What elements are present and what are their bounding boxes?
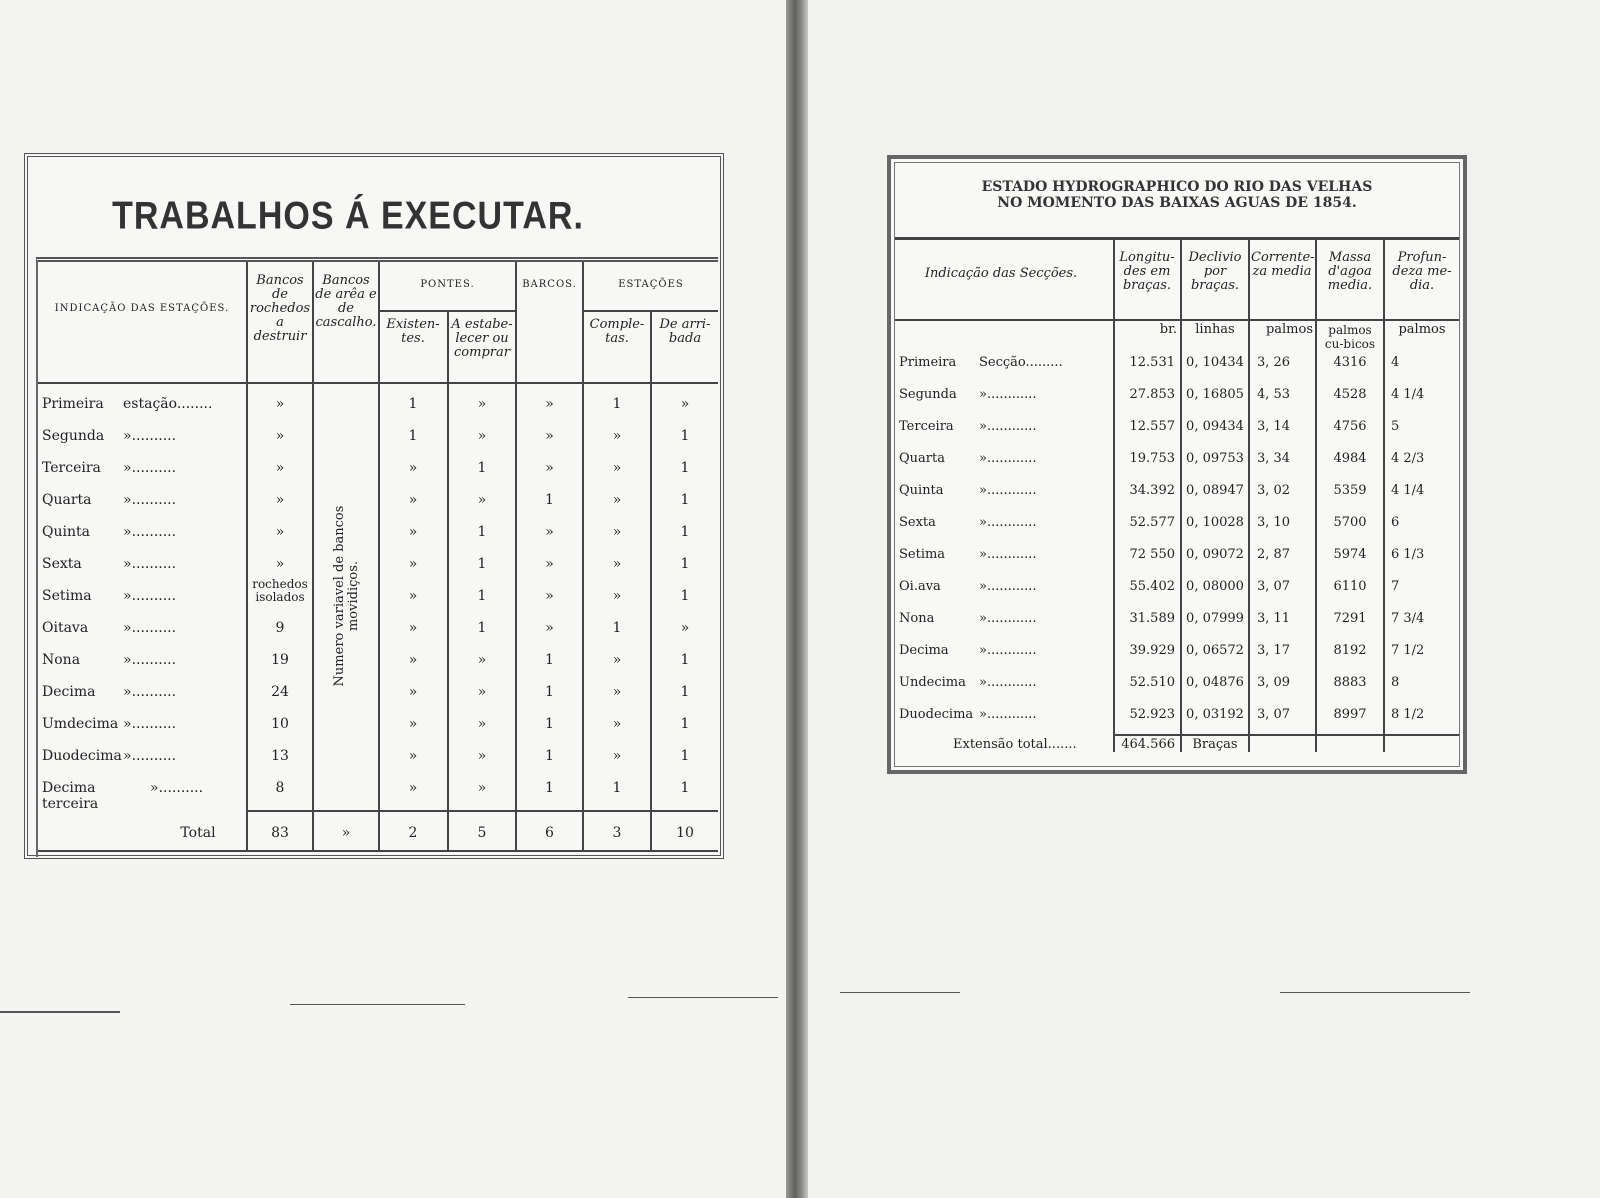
hydro-table-title: ESTADO HYDROGRAPHICO DO RIO DAS VELHAS NO MOMENTO DAS BAIXAS AGUAS DE 1854. — [981, 179, 1373, 211]
section-name: Terceira — [899, 419, 954, 434]
section-longitude: 52.510 — [1129, 675, 1175, 690]
station-barcos: » — [545, 524, 554, 540]
hydro-header-massa: Massa d'agoa media. — [1327, 250, 1373, 293]
station-arribada: » — [680, 396, 690, 412]
header-indicacao: INDICAÇÃO DAS ESTAÇÕES. — [54, 303, 230, 314]
section-name: Undecima — [899, 675, 966, 690]
section-declivio: 0, 09072 — [1186, 547, 1244, 562]
section-longitude: 12.531 — [1129, 355, 1175, 370]
station-estabelecer: 1 — [477, 460, 487, 476]
section-name: Decima — [899, 643, 949, 658]
station-name: Duodecima — [42, 748, 122, 764]
station-name: Segunda — [42, 428, 105, 444]
station-barcos: 1 — [545, 748, 554, 764]
book-spine — [786, 0, 808, 1198]
section-corrente: 4, 53 — [1257, 387, 1291, 402]
section-row — [891, 699, 1463, 732]
station-existentes: » — [408, 716, 418, 732]
section-corrente: 3, 17 — [1257, 643, 1291, 658]
section-dots: »............ — [979, 707, 1037, 722]
station-dots: ».......... — [123, 588, 177, 604]
section-longitude: 27.853 — [1129, 387, 1175, 402]
section-declivio: 0, 07999 — [1186, 611, 1244, 626]
station-arribada: 1 — [680, 748, 690, 764]
station-arribada: 1 — [680, 524, 690, 540]
bottom-rule-right-2 — [840, 992, 960, 993]
bottom-rule-left-2 — [290, 1004, 465, 1005]
hydro-header-corrente: Corrente-za media — [1251, 250, 1315, 279]
total-row — [38, 817, 718, 849]
section-dots: Secção......... — [979, 355, 1063, 370]
section-corrente: 3, 02 — [1257, 483, 1291, 498]
section-profundeza: 6 — [1391, 515, 1400, 530]
station-barcos: » — [545, 396, 554, 412]
station-rochedos: 19 — [271, 652, 289, 668]
station-dots: ».......... — [123, 716, 177, 732]
hydro-total-unit: Braças — [1192, 737, 1238, 752]
station-rochedos: 13 — [271, 748, 289, 764]
hydro-header-rule — [895, 319, 1459, 321]
station-rochedos: 10 — [271, 716, 289, 732]
station-barcos: 1 — [545, 780, 554, 796]
works-table-title: TRABALHOS Á EXECUTAR. — [112, 194, 584, 238]
section-longitude: 19.753 — [1129, 451, 1175, 466]
section-profundeza: 8 1/2 — [1391, 707, 1425, 722]
station-barcos: » — [545, 460, 554, 476]
section-profundeza: 8 — [1391, 675, 1400, 690]
section-massa: 8997 — [1333, 707, 1367, 722]
bottom-rule-left — [0, 1011, 120, 1013]
hydro-total-label: Extensão total....... — [953, 737, 1077, 752]
station-barcos: 1 — [545, 716, 554, 732]
station-existentes: » — [408, 780, 418, 796]
station-arribada: 1 — [680, 588, 690, 604]
section-dots: »............ — [979, 387, 1037, 402]
station-barcos: 1 — [545, 492, 554, 508]
station-existentes: 1 — [408, 428, 418, 444]
section-corrente: 2, 87 — [1257, 547, 1291, 562]
station-completas: 1 — [612, 396, 622, 412]
station-arribada: 1 — [680, 780, 690, 796]
section-declivio: 0, 16805 — [1186, 387, 1244, 402]
unit-profundeza: palmos — [1398, 322, 1446, 337]
section-longitude: 52.577 — [1129, 515, 1175, 530]
section-profundeza: 7 — [1391, 579, 1400, 594]
section-massa: 5700 — [1333, 515, 1367, 530]
station-row — [38, 708, 718, 740]
station-dots: ».......... — [123, 556, 177, 572]
station-existentes: » — [408, 460, 418, 476]
station-name: Umdecima — [42, 716, 119, 732]
header-estabelecer: A estabe-lecer ou comprar — [451, 317, 513, 360]
section-declivio: 0, 10434 — [1186, 355, 1244, 370]
unit-corrente: palmos — [1265, 322, 1313, 337]
section-massa: 6110 — [1333, 579, 1367, 594]
section-dots: »............ — [979, 547, 1037, 562]
station-name: Oitava — [42, 620, 89, 636]
station-estabelecer: » — [477, 716, 487, 732]
station-rochedos: 8 — [275, 780, 285, 796]
section-row — [891, 443, 1463, 476]
station-completas: 1 — [612, 780, 622, 796]
station-completas: » — [612, 588, 622, 604]
header-bottom-rule — [38, 382, 718, 384]
station-dots: ».......... — [123, 524, 177, 540]
section-name: Primeira — [899, 355, 957, 370]
section-profundeza: 7 1/2 — [1391, 643, 1425, 658]
header-pontes: PONTES. — [420, 279, 475, 290]
station-arribada: 1 — [680, 652, 690, 668]
station-estabelecer: » — [477, 492, 487, 508]
station-completas: 1 — [612, 620, 622, 636]
hydro-header-profundeza: Profun-deza me-dia. — [1392, 250, 1452, 293]
section-profundeza: 5 — [1391, 419, 1400, 434]
station-completas: » — [612, 556, 622, 572]
section-name: Setima — [899, 547, 946, 562]
station-name: Primeira — [42, 396, 104, 412]
section-row — [891, 635, 1463, 668]
station-existentes: » — [408, 684, 418, 700]
station-completas: » — [612, 684, 622, 700]
section-row — [891, 603, 1463, 636]
station-estabelecer: 1 — [477, 524, 487, 540]
station-completas: » — [612, 748, 622, 764]
station-row — [38, 740, 718, 772]
section-name: Segunda — [899, 387, 957, 402]
section-row — [891, 507, 1463, 540]
section-massa: 7291 — [1333, 611, 1367, 626]
header-arribada: De arri-bada — [659, 317, 711, 346]
station-name: Quinta — [42, 524, 90, 540]
station-barcos: » — [545, 588, 554, 604]
section-longitude: 34.392 — [1129, 483, 1175, 498]
station-completas: » — [612, 492, 622, 508]
section-declivio: 0, 08000 — [1186, 579, 1244, 594]
section-massa: 4528 — [1333, 387, 1367, 402]
station-existentes: » — [408, 492, 418, 508]
station-row — [38, 772, 718, 812]
section-name: Oi.ava — [899, 579, 941, 594]
section-name: Duodecima — [899, 707, 974, 722]
station-arribada: 1 — [680, 556, 690, 572]
station-barcos: 1 — [545, 684, 554, 700]
unit-massa: palmos cu-bicos — [1324, 323, 1376, 351]
station-row — [38, 516, 718, 548]
section-declivio: 0, 08947 — [1186, 483, 1244, 498]
header-completas: Comple-tas. — [589, 317, 645, 346]
station-rochedos: » — [275, 524, 285, 540]
section-massa: 4316 — [1333, 355, 1367, 370]
station-arribada: 1 — [680, 716, 690, 732]
station-completas: » — [612, 428, 622, 444]
section-name: Quinta — [899, 483, 944, 498]
total-existentes: 2 — [408, 825, 418, 841]
total-rochedos: 83 — [271, 825, 289, 841]
station-row — [38, 577, 718, 612]
station-estabelecer: » — [477, 748, 487, 764]
station-arribada: » — [680, 620, 690, 636]
group-header-rule — [582, 310, 718, 312]
section-profundeza: 6 1/3 — [1391, 547, 1425, 562]
section-corrente: 3, 26 — [1257, 355, 1291, 370]
station-rochedos: » — [275, 396, 285, 412]
header-existentes: Existen-tes. — [386, 317, 440, 346]
section-massa: 5974 — [1333, 547, 1367, 562]
section-dots: »............ — [979, 419, 1037, 434]
station-barcos: » — [545, 556, 554, 572]
station-name: Terceira — [42, 460, 101, 476]
station-name: Decima — [42, 684, 96, 700]
section-longitude: 55.402 — [1129, 579, 1175, 594]
station-row — [38, 644, 718, 676]
station-existentes: » — [408, 652, 418, 668]
hydro-header-indicacao: Indicação das Secções. — [924, 266, 1078, 281]
station-completas: » — [612, 716, 622, 732]
station-existentes: » — [408, 748, 418, 764]
station-existentes: » — [408, 524, 418, 540]
section-row — [891, 475, 1463, 508]
station-dots: estação........ — [123, 396, 213, 412]
works-table-body — [36, 257, 718, 857]
station-row — [38, 484, 718, 516]
station-arribada: 1 — [680, 684, 690, 700]
station-completas: » — [612, 460, 622, 476]
total-arribada: 10 — [676, 825, 694, 841]
section-profundeza: 4 1/4 — [1391, 387, 1425, 402]
station-rochedos: 24 — [271, 684, 289, 700]
total-completas: 3 — [612, 825, 622, 841]
section-row — [891, 667, 1463, 700]
section-profundeza: 4 — [1391, 355, 1400, 370]
section-dots: »............ — [979, 675, 1037, 690]
section-declivio: 0, 09753 — [1186, 451, 1244, 466]
bottom-rule-right-3 — [1280, 992, 1470, 993]
station-rochedos: » — [275, 428, 285, 444]
total-label: Total — [180, 825, 216, 841]
station-estabelecer: » — [477, 684, 487, 700]
section-dots: »............ — [979, 515, 1037, 530]
station-row — [38, 548, 718, 580]
station-name: Nona — [42, 652, 81, 668]
station-dots: ».......... — [150, 780, 204, 796]
station-rochedos: rochedos isolados — [252, 577, 308, 604]
section-dots: »............ — [979, 451, 1037, 466]
section-longitude: 52.923 — [1129, 707, 1175, 722]
station-existentes: 1 — [408, 396, 418, 412]
station-dots: ».......... — [123, 652, 177, 668]
section-profundeza: 4 1/4 — [1391, 483, 1425, 498]
section-longitude: 31.589 — [1129, 611, 1175, 626]
section-dots: »............ — [979, 483, 1037, 498]
station-completas: » — [612, 652, 622, 668]
station-dots: ».......... — [123, 428, 177, 444]
section-longitude: 39.929 — [1129, 643, 1175, 658]
station-estabelecer: » — [477, 652, 487, 668]
station-dots: ».......... — [123, 492, 177, 508]
station-name: Setima — [42, 588, 92, 604]
section-massa: 4984 — [1333, 451, 1367, 466]
section-row — [891, 539, 1463, 572]
section-massa: 4756 — [1333, 419, 1367, 434]
works-table — [24, 153, 724, 859]
station-name: Decima terceira — [42, 780, 99, 812]
unit-longitudes: br. — [1159, 322, 1177, 337]
vertical-note: Numero variavel de bancos movidiços. — [332, 505, 361, 687]
station-row — [38, 612, 718, 644]
group-header-rule — [378, 310, 515, 312]
station-row — [38, 388, 718, 420]
station-existentes: » — [408, 556, 418, 572]
station-estabelecer: 1 — [477, 556, 487, 572]
station-existentes: » — [408, 620, 418, 636]
station-row — [38, 676, 718, 708]
section-dots: »............ — [979, 611, 1037, 626]
section-profundeza: 7 3/4 — [1391, 611, 1425, 626]
header-rochedos: Bancos de rochedos a destruir — [249, 273, 311, 344]
station-rochedos: » — [275, 460, 285, 476]
section-row — [891, 411, 1463, 444]
station-arribada: 1 — [680, 460, 690, 476]
section-massa: 8883 — [1333, 675, 1367, 690]
section-row — [891, 379, 1463, 412]
station-estabelecer: » — [477, 428, 487, 444]
station-rochedos: 9 — [275, 620, 285, 636]
station-completas: » — [612, 524, 622, 540]
station-dots: ».......... — [123, 684, 177, 700]
header-estacoes: ESTAÇÕES — [618, 279, 684, 290]
hydro-header-longitudes: Longitu-des em braças. — [1119, 250, 1175, 293]
section-massa: 5359 — [1333, 483, 1367, 498]
hydro-total-row — [891, 729, 1463, 762]
section-dots: »............ — [979, 579, 1037, 594]
section-corrente: 3, 34 — [1257, 451, 1291, 466]
station-arribada: 1 — [680, 428, 690, 444]
section-profundeza: 4 2/3 — [1391, 451, 1425, 466]
section-declivio: 0, 10028 — [1186, 515, 1244, 530]
section-corrente: 3, 11 — [1257, 611, 1291, 626]
section-corrente: 3, 14 — [1257, 419, 1291, 434]
total-barcos: 6 — [545, 825, 554, 841]
station-estabelecer: 1 — [477, 588, 487, 604]
station-dots: ».......... — [123, 748, 177, 764]
section-declivio: 0, 06572 — [1186, 643, 1244, 658]
station-barcos: » — [545, 620, 554, 636]
header-barcos: BARCOS. — [522, 279, 577, 290]
station-existentes: » — [408, 588, 418, 604]
station-name: Quarta — [42, 492, 92, 508]
table-bottom-rule — [38, 850, 718, 852]
total-rule — [246, 810, 718, 812]
total-estabelecer: 5 — [477, 825, 487, 841]
hydro-title-rule — [895, 237, 1459, 240]
section-corrente: 3, 07 — [1257, 579, 1291, 594]
station-barcos: 1 — [545, 652, 554, 668]
bottom-rule-right — [628, 997, 778, 998]
section-corrente: 3, 07 — [1257, 707, 1291, 722]
station-estabelecer: 1 — [477, 620, 487, 636]
station-rochedos: » — [275, 556, 285, 572]
station-dots: ».......... — [123, 620, 177, 636]
station-arribada: 1 — [680, 492, 690, 508]
station-row — [38, 452, 718, 484]
station-row — [38, 420, 718, 452]
hydro-header-declivio: Declivio por braças. — [1188, 250, 1242, 293]
station-name: Sexta — [42, 556, 82, 572]
section-corrente: 3, 10 — [1257, 515, 1291, 530]
section-massa: 8192 — [1333, 643, 1367, 658]
station-rochedos: » — [275, 492, 285, 508]
station-estabelecer: » — [477, 396, 487, 412]
section-corrente: 3, 09 — [1257, 675, 1291, 690]
section-dots: »............ — [979, 643, 1037, 658]
header-area: Bancos de arêa e de cascalho. — [315, 273, 377, 330]
section-name: Sexta — [899, 515, 936, 530]
station-dots: ».......... — [123, 460, 177, 476]
section-declivio: 0, 04876 — [1186, 675, 1244, 690]
section-longitude: 72 550 — [1129, 547, 1175, 562]
section-longitude: 12.557 — [1129, 419, 1175, 434]
section-declivio: 0, 03192 — [1186, 707, 1244, 722]
section-declivio: 0, 09434 — [1186, 419, 1244, 434]
unit-declivio: linhas — [1195, 322, 1235, 337]
station-estabelecer: » — [477, 780, 487, 796]
hydro-total-longitude: 464.566 — [1121, 737, 1175, 752]
section-name: Quarta — [899, 451, 945, 466]
section-name: Nona — [899, 611, 935, 626]
total-area: » — [341, 825, 351, 841]
hydro-table — [887, 155, 1467, 774]
section-row — [891, 347, 1463, 380]
station-barcos: » — [545, 428, 554, 444]
section-row — [891, 571, 1463, 604]
